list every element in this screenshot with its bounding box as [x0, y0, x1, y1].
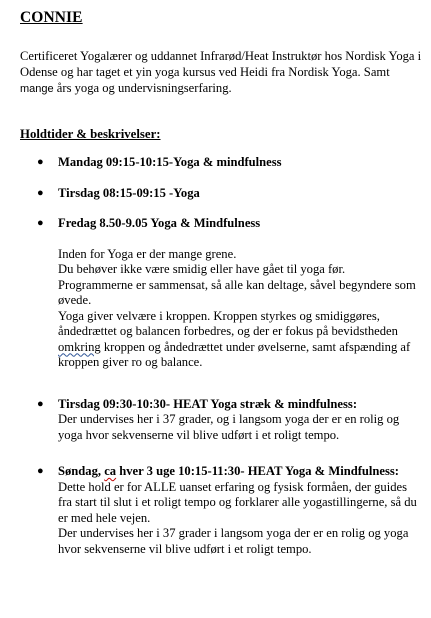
instructor-intro [20, 48, 424, 97]
description-text: kroppen og åndedrættet under øvelserne, samt afspænding af kroppen giver ro og balance. [58, 339, 411, 369]
title-text: hver 3 uge 10:15-11:30- HEAT Yoga & Mindfulness: [116, 464, 399, 478]
marked-word: ca [104, 464, 117, 478]
session-item-tuesday-heat [20, 397, 424, 444]
description-paragraph: Inden for Yoga er der mange grene. [58, 246, 237, 261]
document-title: CONNIE [20, 9, 83, 26]
description-paragraph: Der undervises her i 37 grader i langsom yoga der er en rolig og yoga hvor sekvenserne vil blive udført i et roligt tempo. [58, 526, 409, 556]
description-text: Yoga giver velvære i kroppen. Kroppen styrkes og smidiggøres, åndedrættet og balancen forbedres, og der er fokus på bevidstheden [58, 308, 398, 338]
description-paragraph: Programmerne er sammensat, så alle kan deltage, såvel begyndere som øvede. [58, 277, 416, 307]
session-title: Tirsdag 09:30-10:30- HEAT Yoga stræk & mindfulness: [58, 396, 358, 411]
session-title: Fredag 8.50-9.05 Yoga & Mindfulness [58, 216, 261, 230]
session-item-tuesday-morning [20, 186, 424, 202]
session-description [58, 480, 424, 558]
description-paragraph: Du behøver ikke være smidig eller have gået til yoga før. [58, 262, 346, 276]
session-title: Mandag 09:15-10:15-Yoga & mindfulness [58, 155, 282, 169]
intro-small-word: mange [20, 83, 54, 95]
session-item-friday [20, 216, 424, 371]
session-title [58, 464, 399, 478]
session-description: Der undervises her i 37 grader, og i langsom yoga der er en rolig og yoga hvor sekvenserne vil blive udført i et roligt tempo. [58, 412, 400, 442]
bullet-icon: ● [37, 397, 44, 410]
intro-text: Certificeret Yogalærer og uddannet Infrarød/Heat Instruktør hos Nordisk Yoga i Odense og har taget et yin yoga kursus ved Heidi fra Nordisk Yoga. Samt [20, 49, 422, 79]
session-item-monday [20, 155, 424, 171]
description-paragraph [58, 309, 424, 371]
document-page [20, 8, 424, 557]
bullet-icon: ● [37, 465, 44, 477]
description-paragraph: Dette hold er for ALLE uanset erfaring og fysisk formåen, der guides fra start til slut i et roligt tempo og forklarer alle yogastillingerne, så du er med hele vejen. [58, 479, 417, 525]
bullet-icon: ● [37, 217, 44, 229]
bullet-icon: ● [37, 186, 44, 199]
title-text: Søndag, [58, 464, 105, 478]
bullet-icon: ● [37, 156, 44, 168]
intro-text-end: års yoga og undervisningserfaring. [53, 81, 232, 95]
marked-word: omkring [58, 339, 101, 354]
schedule-list [20, 155, 424, 557]
session-description [58, 247, 424, 371]
schedule-heading: Holdtider & beskrivelser: [20, 127, 161, 141]
session-item-sunday [20, 464, 424, 557]
session-title: Tirsdag 08:15-09:15 -Yoga [58, 185, 200, 200]
